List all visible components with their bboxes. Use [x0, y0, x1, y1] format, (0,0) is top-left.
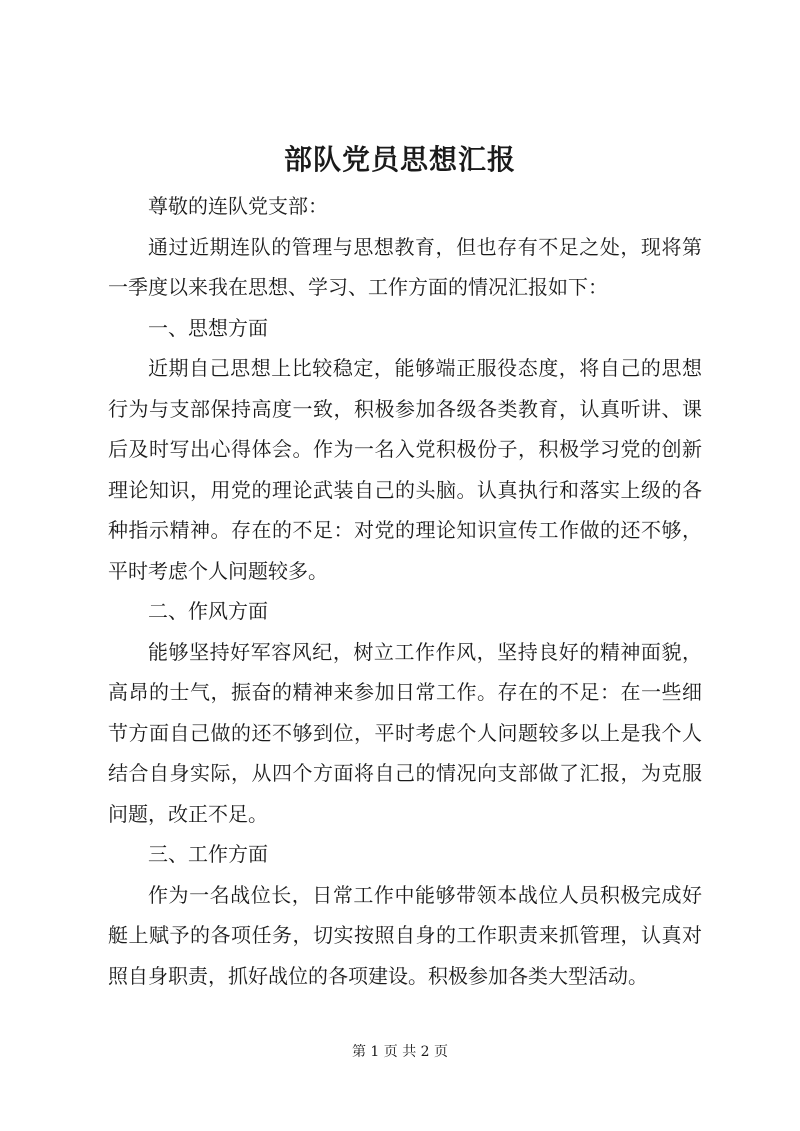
- document-body: [108, 186, 702, 996]
- section-heading-work: 三、工作方面: [148, 842, 268, 866]
- page-footer: 第 1 页 共 2 页: [351, 1044, 449, 1060]
- section-body-work: 作为一名战位长，日常工作中能够带领本战位人员积极完成好艇上赋予的各项任务，切实按照自身的工作职责来抓管理，认真对照自身职责，抓好战位的各项建设。积极参加各类大型活动。: [108, 882, 702, 988]
- section-body-thought: 近期自己思想上比较稳定，能够端正服役态度，将自己的思想行为与支部保持高度一致，积极参加各级各类教育，认真听讲、课后及时写出心得体会。作为一名入党积极份子，积极学习党的创新理论知识，用党的理论武装自己的头脑。认真执行和落实上级的各种指示精神。存在的不足：对党的理论知识宣传工作做的还不够，平时考虑个人问题较多。: [108, 356, 702, 583]
- salutation: 尊敬的连队党支部：: [148, 194, 328, 218]
- intro-paragraph: 通过近期连队的管理与思想教育，但也存有不足之处，现将第一季度以来我在思想、学习、工作方面的情况汇报如下：: [108, 234, 702, 299]
- section-heading-thought: 一、思想方面: [148, 315, 268, 340]
- section-heading-style: 二、作风方面: [148, 599, 268, 623]
- section-body-style: 能够坚持好军容风纪，树立工作作风，坚持良好的精神面貌，高昂的士气，振奋的精神来参加日常工作。存在的不足：在一些细节方面自己做的还不够到位，平时考虑个人问题较多以上是我个人结合自身实际，从四个方面将自己的情况向支部做了汇报，为克服问题，改正不足。: [108, 639, 702, 826]
- document-title: 部队党员思想汇报: [283, 143, 516, 176]
